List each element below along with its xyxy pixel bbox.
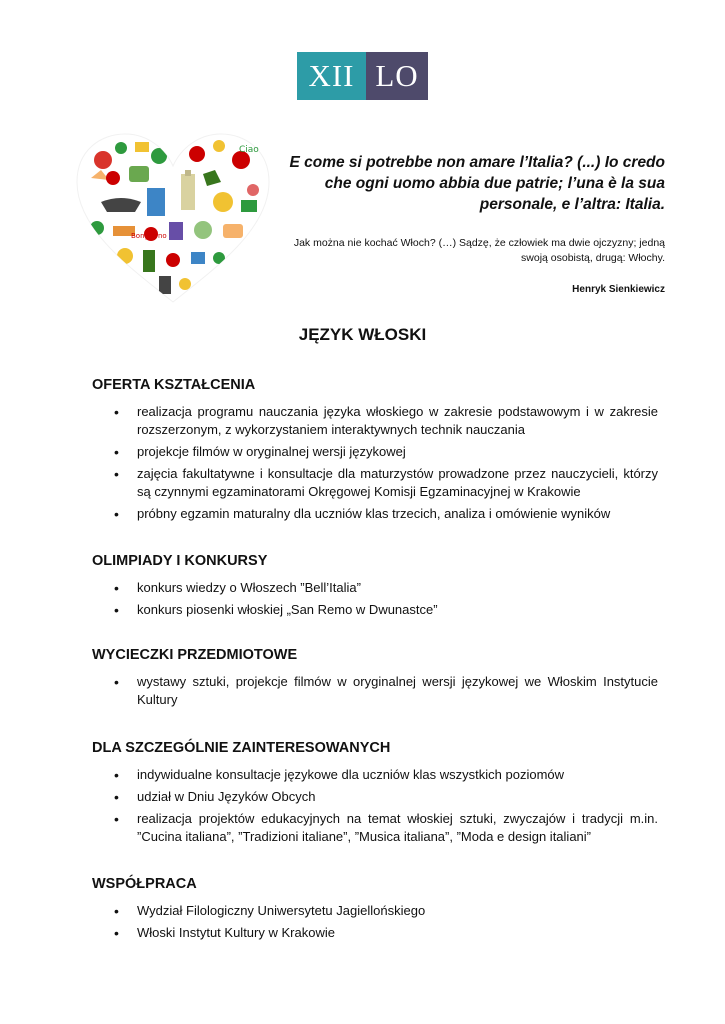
quote-translation: Jak można nie kochać Włoch? (…) Sądzę, że człowiek ma dwie ojczyzny; jedną swoją osobistą, drugą: Włochy. <box>293 237 665 264</box>
italy-heart-illustration <box>73 130 273 306</box>
list-item: • projekcje filmów w oryginalnej wersji językowej <box>92 443 658 461</box>
list-item: • realizacja programu nauczania języka włoskiego w zakresie podstawowym i w zakresie rozszerzonym, z wykorzystaniem interaktywnych technik nauczania <box>92 403 658 439</box>
italian-quote: E come si potrebbe non amare l’Italia? (...) Io credo che ogni uomo abbia due patrie; l’una è la sua personale, e l’altra: Italia. <box>289 154 665 213</box>
list-item: • indywidualne konsultacje językowe dla uczniów klas wszystkich poziomów <box>92 766 658 784</box>
list-item: • próbny egzamin maturalny dla uczniów klas trzecich, analiza i omówienie wyników <box>92 505 658 523</box>
heart-word-ciao: Ciao <box>239 145 259 155</box>
list-item: • zajęcia fakultatywne i konsultacje dla maturzystów prowadzone przez nauczycieli, którzy są czynnymi egzaminatorami Okręgowej Komisji Egzaminacyjnej w Krakowie <box>92 465 658 501</box>
list-item: • wystawy sztuki, projekcje filmów w oryginalnej wersji językowej we Włoskim Instytucie Kultury <box>92 673 658 709</box>
heart-word-bongiorno: Bongiorno <box>131 232 167 240</box>
logo-part-lo: LO <box>366 52 428 100</box>
logo-part-xii: XII <box>297 52 366 100</box>
list-item: • konkurs wiedzy o Włoszech ”Bell’Italia” <box>92 579 658 597</box>
section-heading: OLIMPIADY I KONKURSY <box>92 553 268 569</box>
section-zainteresowani <box>92 740 658 850</box>
section-wycieczki <box>92 647 658 713</box>
list-item: • konkurs piosenki włoskiej „San Remo w Dwunastce” <box>92 601 658 619</box>
section-heading: WYCIECZKI PRZEDMIOTOWE <box>92 647 298 663</box>
list-item: • Wydział Filologiczny Uniwersytetu Jagiellońskiego <box>92 902 658 920</box>
section-oferta <box>92 377 658 527</box>
list-item: • udział w Dniu Języków Obcych <box>92 788 658 806</box>
section-olimpiady <box>92 553 658 623</box>
list-item: • realizacja projektów edukacyjnych na temat włoskiej sztuki, zwyczajów i tradycji m.in. ”Cucina italiana”, ”Tradizioni italiane”, ”Musica italiana”, ”Moda e design italiani” <box>92 810 658 846</box>
list-item: • Włoski Instytut Kultury w Krakowie <box>92 924 658 942</box>
quote-author: Henryk Sienkiewicz <box>572 284 665 295</box>
section-heading: OFERTA KSZTAŁCENIA <box>92 377 256 393</box>
section-heading: DLA SZCZEGÓLNIE ZAINTERESOWANYCH <box>92 740 391 756</box>
page-title: JĘZYK WŁOSKI <box>298 325 427 344</box>
section-wspolpraca <box>92 876 658 946</box>
section-heading: WSPÓŁPRACA <box>92 876 197 892</box>
school-logo <box>297 52 428 100</box>
